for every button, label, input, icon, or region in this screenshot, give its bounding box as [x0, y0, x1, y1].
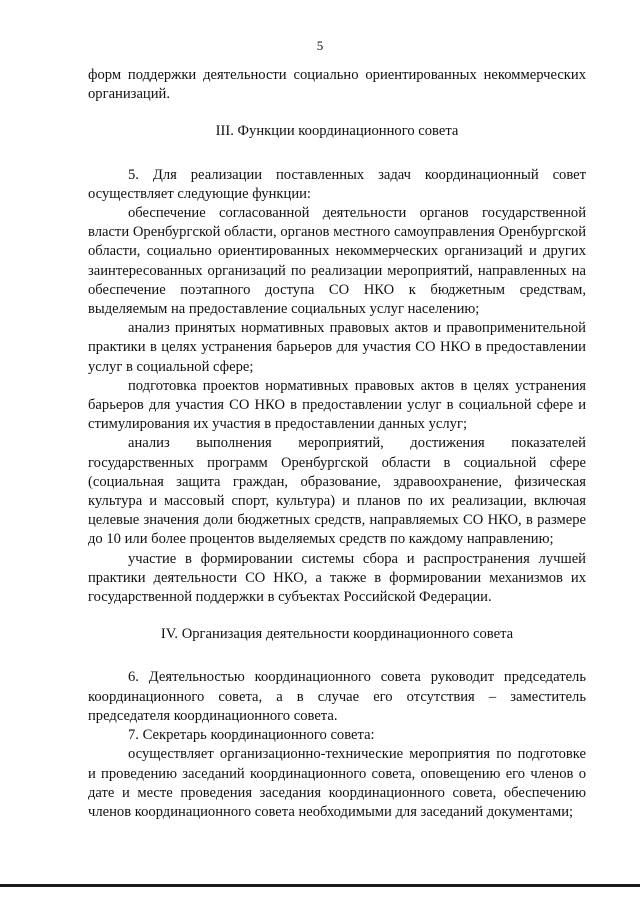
section-4-paragraph-3: осуществляет организационно-технические мероприятия по подготовке и проведению заседаний координационного совета, оповещению его членов о дате и месте проведения заседания координационного совета, обеспечению членов координационного совета необходимыми для заседаний документами;	[88, 746, 586, 820]
intro-paragraph: форм поддержки деятельности социально ориентированных некоммерческих организаций.	[88, 67, 586, 103]
page-number: 5	[316, 38, 324, 53]
section-4-paragraph-2: 7. Секретарь координационного совета:	[128, 727, 375, 744]
section-3-paragraph-6: участие в формировании системы сбора и распространения лучшей практики деятельности СО НКО, а также в формировании механизмов их государственной поддержки в субъектах Российской Федерации.	[88, 550, 586, 606]
page-bottom-rule	[0, 884, 640, 887]
section-3-paragraph-3: анализ принятых нормативных правовых актов и правоприменительной практики в целях устранения барьеров для участия СО НКО в предоставлении услуг в социальной сфере;	[88, 320, 586, 375]
section-4-paragraph-1: 6. Деятельностью координационного совета руководит председатель координационного совета, а в случае его отсутствия – заместитель председателя координационного совета.	[88, 669, 586, 724]
section-3-paragraph-2: обеспечение согласованной деятельности органов государственной власти Оренбургской области, органов местного самоуправления Оренбургской области, социально ориентированных некоммерческих организаций и других заинтересованных организаций по реализации мероприятий, направленных на обеспечение поэтапного доступа СО НКО к бюджетным средствам, выделяемым на предоставление социальных услуг населению;	[88, 205, 586, 318]
section-3-paragraph-5: анализ выполнения мероприятий, достижения показателей государственных программ Оренбургской области в социальной сфере (социальная защита граждан, образование, здравоохранение, физическая культура и массовый спорт, культура) и планов по их реализации, включая целевые значения доли бюджетных средств, направляемых СО НКО, в размере до 10 или более процентов выделяемых средств по каждому направлению;	[88, 435, 586, 548]
section-3-heading: III. Функции координационного совета	[215, 123, 459, 140]
section-4-heading: IV. Организация деятельности координационного совета	[160, 626, 514, 643]
section-3-paragraph-1: 5. Для реализации поставленных задач координационный совет осуществляет следующие функции:	[88, 166, 586, 202]
document-body	[88, 66, 586, 822]
section-3-paragraph-4: подготовка проектов нормативных правовых актов в целях устранения барьеров для участия СО НКО в предоставлении услуг в социальной сфере и стимулирования их участия в предоставлении данных услуг;	[88, 377, 586, 433]
